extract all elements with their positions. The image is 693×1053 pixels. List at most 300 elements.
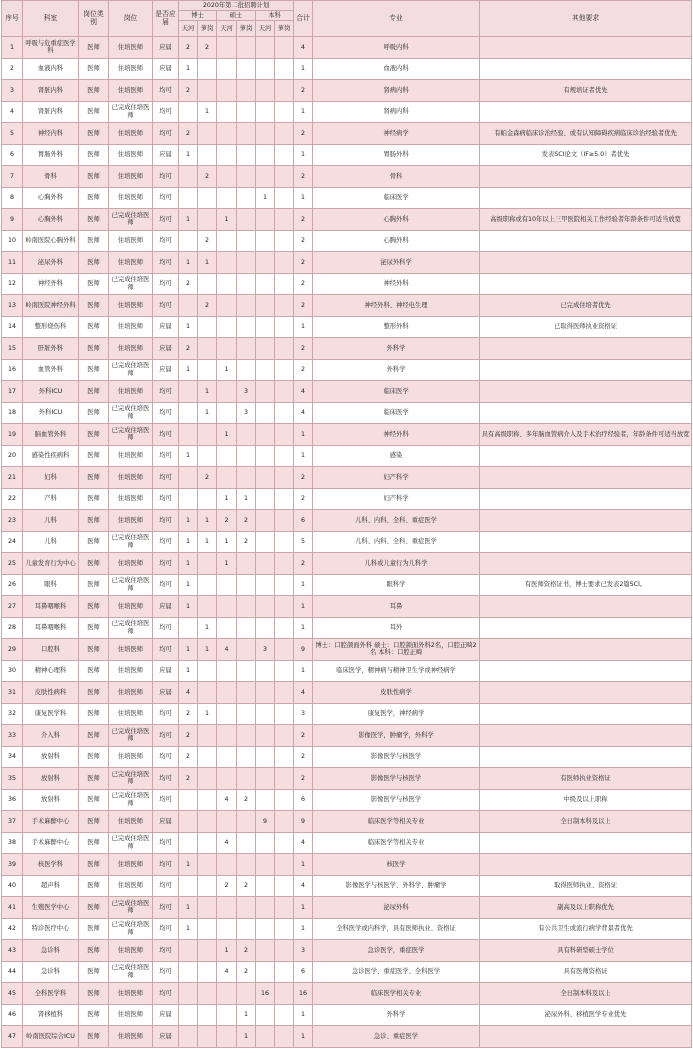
row-phd-tianhe: 2 xyxy=(179,703,198,725)
row-category: 医师 xyxy=(79,660,109,682)
row-bachelor-tianhe: 3 xyxy=(256,639,275,661)
row-phd-tianhe xyxy=(179,467,198,489)
row-master-tianhe xyxy=(217,338,237,360)
row-master-luogang xyxy=(237,58,256,80)
row-major: 外科学 xyxy=(313,338,480,360)
row-phd-luogang xyxy=(198,832,217,854)
row-bachelor-tianhe xyxy=(256,209,275,231)
row-phd-tianhe xyxy=(179,1004,198,1026)
row-bachelor-tianhe xyxy=(256,703,275,725)
row-other: 有规培证者优先 xyxy=(480,80,692,102)
table-row xyxy=(2,746,692,768)
row-category: 医师 xyxy=(79,811,109,833)
row-other: 具有高级职称、多年脑血管病介入及手术治疗经验者，年龄条件可适当放宽 xyxy=(480,424,692,446)
row-dept: 急诊科 xyxy=(23,940,79,962)
row-major: 眼科学 xyxy=(313,574,480,596)
row-seq: 11 xyxy=(2,252,23,274)
row-other: 已完成住培者优先 xyxy=(480,295,692,317)
row-phd-luogang xyxy=(198,1004,217,1026)
row-position: 住培医师 xyxy=(109,875,153,897)
row-total: 1 xyxy=(294,58,313,80)
row-master-luogang xyxy=(237,101,256,123)
table-row xyxy=(2,811,692,833)
row-other: 全日制本科及以上 xyxy=(480,983,692,1005)
row-master-tianhe xyxy=(217,273,237,295)
row-phd-tianhe xyxy=(179,166,198,188)
row-major: 血液内科 xyxy=(313,58,480,80)
row-master-tianhe: 4 xyxy=(217,789,237,811)
row-bachelor-tianhe xyxy=(256,789,275,811)
row-position: 已完成住培医师 xyxy=(109,359,153,381)
row-major: 影像医学与核医学 xyxy=(313,746,480,768)
header-master: 硕士 xyxy=(217,11,256,21)
row-category: 医师 xyxy=(79,531,109,553)
row-fresh: 应届 xyxy=(153,58,179,80)
row-phd-luogang xyxy=(198,746,217,768)
header-phd-luogang: 萝岗 xyxy=(198,21,217,37)
row-total: 1 xyxy=(294,144,313,166)
row-dept: 眼科 xyxy=(23,574,79,596)
row-position: 住培医师 xyxy=(109,58,153,80)
row-bachelor-tianhe xyxy=(256,682,275,704)
row-total: 6 xyxy=(294,961,313,983)
row-other: 有帕金森病临床诊治经验、或有认知障碍疾病临床诊治经验者优先 xyxy=(480,123,692,145)
row-dept: 放射科 xyxy=(23,768,79,790)
row-bachelor-luogang xyxy=(275,58,294,80)
row-total: 1 xyxy=(294,596,313,618)
row-bachelor-tianhe xyxy=(256,918,275,940)
row-master-luogang xyxy=(237,338,256,360)
row-bachelor-luogang xyxy=(275,209,294,231)
row-total: 2 xyxy=(294,553,313,575)
row-bachelor-luogang xyxy=(275,703,294,725)
row-phd-tianhe xyxy=(179,1026,198,1048)
row-phd-luogang xyxy=(198,553,217,575)
row-phd-tianhe xyxy=(179,187,198,209)
row-master-tianhe xyxy=(217,101,237,123)
row-dept: 产科 xyxy=(23,488,79,510)
row-major: 耳鼻 xyxy=(313,596,480,618)
row-phd-tianhe: 1 xyxy=(179,58,198,80)
row-master-tianhe xyxy=(217,144,237,166)
row-total: 1 xyxy=(294,101,313,123)
row-bachelor-tianhe xyxy=(256,832,275,854)
row-phd-luogang xyxy=(198,123,217,145)
row-phd-tianhe xyxy=(179,789,198,811)
row-master-luogang xyxy=(237,359,256,381)
row-seq: 3 xyxy=(2,80,23,102)
table-row xyxy=(2,187,692,209)
row-other xyxy=(480,510,692,532)
row-phd-luogang: 1 xyxy=(198,617,217,639)
row-master-tianhe xyxy=(217,123,237,145)
row-category: 医师 xyxy=(79,1004,109,1026)
row-fresh: 均可 xyxy=(153,961,179,983)
row-seq: 8 xyxy=(2,187,23,209)
row-fresh: 均可 xyxy=(153,639,179,661)
row-master-tianhe xyxy=(217,58,237,80)
row-master-tianhe xyxy=(217,983,237,1005)
row-phd-luogang xyxy=(198,209,217,231)
row-bachelor-tianhe xyxy=(256,445,275,467)
row-master-tianhe xyxy=(217,682,237,704)
row-bachelor-tianhe xyxy=(256,144,275,166)
row-bachelor-tianhe xyxy=(256,961,275,983)
row-dept: 整形烧伤科 xyxy=(23,316,79,338)
row-fresh: 应届 xyxy=(153,596,179,618)
row-bachelor-luogang xyxy=(275,596,294,618)
row-bachelor-luogang xyxy=(275,854,294,876)
table-row xyxy=(2,660,692,682)
header-phd: 博士 xyxy=(179,11,217,21)
row-other: 副高及以上职称优先 xyxy=(480,897,692,919)
row-master-tianhe xyxy=(217,768,237,790)
row-major: 核医学 xyxy=(313,854,480,876)
row-fresh: 均可 xyxy=(153,252,179,274)
row-total: 16 xyxy=(294,983,313,1005)
row-major: 妇产科学 xyxy=(313,488,480,510)
row-total: 2 xyxy=(294,209,313,231)
row-bachelor-tianhe xyxy=(256,875,275,897)
row-bachelor-tianhe xyxy=(256,252,275,274)
row-phd-tianhe xyxy=(179,402,198,424)
row-bachelor-luogang xyxy=(275,1004,294,1026)
header-total: 合计 xyxy=(294,1,313,37)
row-phd-tianhe: 1 xyxy=(179,897,198,919)
row-dept: 血液内科 xyxy=(23,58,79,80)
row-phd-tianhe: 1 xyxy=(179,316,198,338)
row-other: 泌尿外科、移植医学专业优先 xyxy=(480,1004,692,1026)
row-phd-tianhe: 2 xyxy=(179,123,198,145)
row-phd-luogang xyxy=(198,187,217,209)
row-phd-tianhe: 1 xyxy=(179,445,198,467)
row-total: 4 xyxy=(294,37,313,59)
row-category: 医师 xyxy=(79,918,109,940)
row-dept: 皮肤性病科 xyxy=(23,682,79,704)
table-row xyxy=(2,80,692,102)
row-phd-tianhe: 1 xyxy=(179,854,198,876)
row-fresh: 均可 xyxy=(153,553,179,575)
row-total: 1 xyxy=(294,316,313,338)
row-major: 博士：口腔颌面外科 硕士：口腔颌面外科2名，口腔正畸2名 本科：口腔正畸 xyxy=(313,639,480,661)
row-seq: 15 xyxy=(2,338,23,360)
row-other xyxy=(480,1026,692,1048)
row-bachelor-tianhe xyxy=(256,338,275,360)
row-position: 住培医师 xyxy=(109,703,153,725)
row-category: 医师 xyxy=(79,768,109,790)
row-bachelor-luogang xyxy=(275,488,294,510)
row-major: 泌尿外科学 xyxy=(313,252,480,274)
table-row xyxy=(2,596,692,618)
row-phd-luogang xyxy=(198,58,217,80)
row-phd-luogang: 2 xyxy=(198,37,217,59)
row-master-luogang xyxy=(237,660,256,682)
row-bachelor-luogang xyxy=(275,897,294,919)
table-row xyxy=(2,230,692,252)
row-major: 临床医学 xyxy=(313,187,480,209)
row-other xyxy=(480,854,692,876)
row-fresh: 应届 xyxy=(153,811,179,833)
row-other: 具有科研型硕士学位 xyxy=(480,940,692,962)
row-category: 医师 xyxy=(79,80,109,102)
row-master-luogang: 2 xyxy=(237,940,256,962)
row-fresh: 均可 xyxy=(153,854,179,876)
row-major: 影像医学与核医学 xyxy=(313,789,480,811)
table-row xyxy=(2,574,692,596)
table-row xyxy=(2,252,692,274)
row-seq: 9 xyxy=(2,209,23,231)
row-master-tianhe xyxy=(217,918,237,940)
row-phd-luogang xyxy=(198,961,217,983)
row-fresh: 均可 xyxy=(153,746,179,768)
row-phd-luogang: 1 xyxy=(198,402,217,424)
table-row xyxy=(2,467,692,489)
row-master-luogang xyxy=(237,123,256,145)
row-seq: 23 xyxy=(2,510,23,532)
row-bachelor-tianhe xyxy=(256,381,275,403)
row-fresh: 均可 xyxy=(153,80,179,102)
row-bachelor-luogang xyxy=(275,338,294,360)
row-master-luogang xyxy=(237,832,256,854)
row-major: 临床医学，精神病与精神卫生学或神经病学 xyxy=(313,660,480,682)
row-bachelor-tianhe xyxy=(256,101,275,123)
row-category: 医师 xyxy=(79,209,109,231)
row-fresh: 均可 xyxy=(153,230,179,252)
row-seq: 35 xyxy=(2,768,23,790)
row-fresh: 均可 xyxy=(153,875,179,897)
row-other: 取得医师执业、资格证 xyxy=(480,875,692,897)
row-total: 1 xyxy=(294,854,313,876)
row-dept: 外科ICU xyxy=(23,381,79,403)
row-bachelor-tianhe xyxy=(256,897,275,919)
row-other xyxy=(480,402,692,424)
row-master-luogang xyxy=(237,983,256,1005)
row-phd-luogang xyxy=(198,316,217,338)
row-phd-luogang xyxy=(198,682,217,704)
row-master-tianhe: 4 xyxy=(217,961,237,983)
row-category: 医师 xyxy=(79,252,109,274)
row-bachelor-luogang xyxy=(275,381,294,403)
row-other xyxy=(480,553,692,575)
row-dept: 肾脏内科 xyxy=(23,101,79,123)
row-seq: 41 xyxy=(2,897,23,919)
row-position: 已完成住培医师 xyxy=(109,101,153,123)
row-phd-tianhe xyxy=(179,381,198,403)
row-bachelor-tianhe xyxy=(256,123,275,145)
row-bachelor-luogang xyxy=(275,144,294,166)
row-fresh: 均可 xyxy=(153,725,179,747)
row-seq: 21 xyxy=(2,467,23,489)
row-category: 医师 xyxy=(79,725,109,747)
row-category: 医师 xyxy=(79,273,109,295)
row-bachelor-tianhe xyxy=(256,660,275,682)
row-master-tianhe: 1 xyxy=(217,940,237,962)
row-seq: 45 xyxy=(2,983,23,1005)
row-total: 2 xyxy=(294,295,313,317)
row-bachelor-tianhe: 16 xyxy=(256,983,275,1005)
row-phd-tianhe: 1 xyxy=(179,918,198,940)
row-category: 医师 xyxy=(79,187,109,209)
row-seq: 16 xyxy=(2,359,23,381)
row-fresh: 均可 xyxy=(153,467,179,489)
row-master-tianhe xyxy=(217,703,237,725)
row-bachelor-luogang xyxy=(275,424,294,446)
row-fresh: 均可 xyxy=(153,187,179,209)
table-row xyxy=(2,273,692,295)
row-position: 住培医师 xyxy=(109,166,153,188)
row-other: 中级及以上职称 xyxy=(480,789,692,811)
row-dept: 全科医学科 xyxy=(23,983,79,1005)
row-dept: 口腔科 xyxy=(23,639,79,661)
row-phd-luogang xyxy=(198,273,217,295)
row-phd-tianhe xyxy=(179,832,198,854)
row-fresh: 应届 xyxy=(153,144,179,166)
row-fresh: 均可 xyxy=(153,574,179,596)
row-master-luogang xyxy=(237,703,256,725)
row-seq: 40 xyxy=(2,875,23,897)
row-master-tianhe xyxy=(217,295,237,317)
row-seq: 19 xyxy=(2,424,23,446)
row-phd-luogang: 1 xyxy=(198,101,217,123)
row-bachelor-luogang xyxy=(275,166,294,188)
row-position: 已完成住培医师 xyxy=(109,424,153,446)
row-category: 医师 xyxy=(79,402,109,424)
row-fresh: 均可 xyxy=(153,166,179,188)
row-seq: 5 xyxy=(2,123,23,145)
row-major: 全科医学或内科学，具有医师执业、资格证 xyxy=(313,918,480,940)
row-position: 已完成住培医师 xyxy=(109,531,153,553)
row-seq: 32 xyxy=(2,703,23,725)
row-phd-tianhe: 4 xyxy=(179,682,198,704)
header-master-luogang: 萝岗 xyxy=(237,21,256,37)
row-seq: 25 xyxy=(2,553,23,575)
table-row xyxy=(2,209,692,231)
row-phd-luogang xyxy=(198,596,217,618)
row-seq: 1 xyxy=(2,37,23,59)
row-category: 医师 xyxy=(79,574,109,596)
row-total: 1 xyxy=(294,1004,313,1026)
row-position: 住培医师 xyxy=(109,983,153,1005)
row-major: 影像医学，肿瘤学，外科学 xyxy=(313,725,480,747)
row-phd-luogang: 1 xyxy=(198,510,217,532)
row-total: 2 xyxy=(294,746,313,768)
row-dept: 外科ICU xyxy=(23,402,79,424)
row-bachelor-luogang xyxy=(275,252,294,274)
row-master-tianhe xyxy=(217,230,237,252)
row-total: 3 xyxy=(294,940,313,962)
table-row xyxy=(2,983,692,1005)
row-category: 医师 xyxy=(79,295,109,317)
row-bachelor-luogang xyxy=(275,768,294,790)
row-bachelor-luogang xyxy=(275,230,294,252)
row-major: 皮肤性病学 xyxy=(313,682,480,704)
row-total: 2 xyxy=(294,768,313,790)
row-category: 医师 xyxy=(79,703,109,725)
row-total: 4 xyxy=(294,682,313,704)
row-seq: 20 xyxy=(2,445,23,467)
row-phd-luogang xyxy=(198,983,217,1005)
row-category: 医师 xyxy=(79,230,109,252)
row-master-tianhe xyxy=(217,467,237,489)
header-bachelor-luogang: 萝岗 xyxy=(275,21,294,37)
row-master-tianhe xyxy=(217,402,237,424)
row-position: 住培医师 xyxy=(109,1004,153,1026)
row-phd-tianhe: 1 xyxy=(179,553,198,575)
row-phd-tianhe xyxy=(179,940,198,962)
row-dept: 胃肠外科 xyxy=(23,144,79,166)
table-row xyxy=(2,639,692,661)
row-dept: 神经外科 xyxy=(23,273,79,295)
table-row xyxy=(2,703,692,725)
row-master-luogang xyxy=(237,295,256,317)
row-position: 住培医师 xyxy=(109,123,153,145)
table-row xyxy=(2,402,692,424)
row-bachelor-luogang xyxy=(275,316,294,338)
row-category: 医师 xyxy=(79,897,109,919)
row-bachelor-luogang xyxy=(275,80,294,102)
row-bachelor-tianhe xyxy=(256,37,275,59)
row-bachelor-luogang xyxy=(275,1026,294,1048)
row-category: 医师 xyxy=(79,37,109,59)
table-row xyxy=(2,316,692,338)
header-fresh: 是否应届 xyxy=(153,1,179,37)
row-master-luogang xyxy=(237,639,256,661)
row-phd-tianhe: 1 xyxy=(179,531,198,553)
row-bachelor-luogang xyxy=(275,101,294,123)
row-fresh: 均可 xyxy=(153,703,179,725)
row-master-luogang: 1 xyxy=(237,1004,256,1026)
row-bachelor-luogang xyxy=(275,574,294,596)
table-row xyxy=(2,789,692,811)
row-position: 住培医师 xyxy=(109,80,153,102)
row-phd-luogang: 2 xyxy=(198,166,217,188)
row-bachelor-luogang xyxy=(275,359,294,381)
row-bachelor-tianhe xyxy=(256,230,275,252)
row-major: 康复医学，神经病学 xyxy=(313,703,480,725)
row-other xyxy=(480,639,692,661)
row-bachelor-luogang xyxy=(275,832,294,854)
row-master-luogang: 3 xyxy=(237,381,256,403)
row-bachelor-tianhe xyxy=(256,424,275,446)
row-fresh: 应届 xyxy=(153,1004,179,1026)
row-total: 2 xyxy=(294,359,313,381)
row-position: 住培医师 xyxy=(109,488,153,510)
table-row xyxy=(2,961,692,983)
row-category: 医师 xyxy=(79,789,109,811)
row-category: 医师 xyxy=(79,682,109,704)
row-position: 住培医师 xyxy=(109,596,153,618)
row-master-tianhe xyxy=(217,381,237,403)
row-master-tianhe: 1 xyxy=(217,553,237,575)
row-master-luogang xyxy=(237,897,256,919)
row-total: 2 xyxy=(294,166,313,188)
row-phd-tianhe: 2 xyxy=(179,80,198,102)
row-bachelor-luogang xyxy=(275,811,294,833)
row-phd-tianhe: 1 xyxy=(179,639,198,661)
row-bachelor-tianhe xyxy=(256,166,275,188)
row-bachelor-luogang xyxy=(275,553,294,575)
row-major: 急诊医学、重症医学、全科医学 xyxy=(313,961,480,983)
row-position: 已完成住培医师 xyxy=(109,574,153,596)
row-master-luogang xyxy=(237,918,256,940)
row-fresh: 均可 xyxy=(153,402,179,424)
row-dept: 超声科 xyxy=(23,875,79,897)
row-phd-tianhe: 1 xyxy=(179,596,198,618)
row-phd-luogang xyxy=(198,1026,217,1048)
row-bachelor-tianhe xyxy=(256,58,275,80)
row-bachelor-tianhe: 1 xyxy=(256,187,275,209)
row-seq: 44 xyxy=(2,961,23,983)
